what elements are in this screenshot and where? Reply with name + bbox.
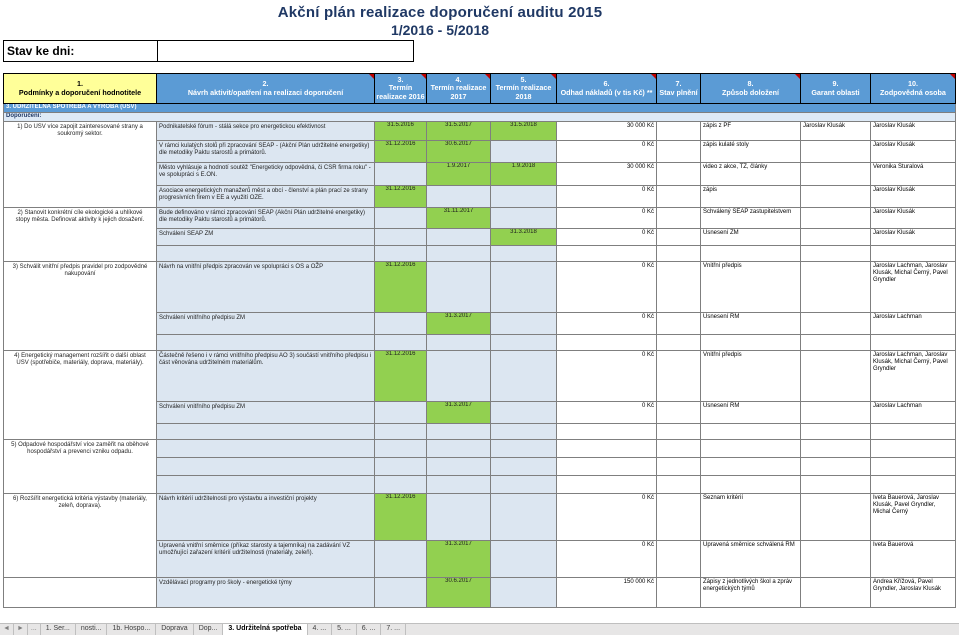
comment-indicator-icon[interactable] xyxy=(421,74,426,79)
zodpovedna-osoba-cell[interactable]: Jaroslav Klusák xyxy=(871,186,956,208)
garant-cell[interactable] xyxy=(801,494,871,541)
condition-cell[interactable]: 1) Do USV více zapojit zainteresované strany a soukromý sektor. xyxy=(4,122,157,208)
column-header-label: Způsob doložení xyxy=(721,87,780,97)
zpusob-dolozeni-cell[interactable] xyxy=(701,246,801,262)
activity-cell[interactable]: V rámci kulatých stolů při zpracování SEAP - (Akční Plán udržitelné energetiky) dle metodiky Paktu starostů a primátorů. xyxy=(157,141,375,163)
stav-plneni-cell[interactable] xyxy=(657,458,701,476)
term-2017-cell[interactable] xyxy=(427,262,491,313)
sheet-tab[interactable]: nosti... xyxy=(76,624,108,635)
zpusob-dolozeni-cell[interactable]: Vnitřní předpis xyxy=(701,351,801,402)
garant-cell[interactable] xyxy=(801,246,871,262)
column-header-number: 4. xyxy=(455,74,462,84)
term-2017-cell[interactable]: 30.6.2017 xyxy=(427,578,491,608)
zpusob-dolozeni-cell[interactable]: Zápisy z jednotlivých škol a zpráv energetických týmů xyxy=(701,578,801,608)
term-2017-cell[interactable]: 31.11.2017 xyxy=(427,208,491,229)
term-2017-cell[interactable] xyxy=(427,351,491,402)
column-header-3[interactable] xyxy=(375,74,427,104)
column-header-10[interactable] xyxy=(871,74,956,104)
term-2018-cell[interactable] xyxy=(491,458,557,476)
activity-cell[interactable]: Schválení vnitřního předpisu ZM xyxy=(157,402,375,424)
term-2018-cell[interactable] xyxy=(491,402,557,424)
zodpovedna-osoba-cell[interactable] xyxy=(871,246,956,262)
garant-cell[interactable] xyxy=(801,458,871,476)
column-header-number: 3. xyxy=(397,74,404,84)
term-2018-cell[interactable] xyxy=(491,141,557,163)
garant-cell[interactable]: Jaroslav Klusák xyxy=(801,122,871,141)
garant-cell[interactable] xyxy=(801,351,871,402)
term-2017-cell[interactable] xyxy=(427,424,491,440)
zodpovedna-osoba-cell[interactable] xyxy=(871,458,956,476)
table-row xyxy=(4,351,956,402)
cost-estimate-cell[interactable]: 0 Kč xyxy=(557,351,657,402)
term-2016-cell[interactable]: 31.12.2016 xyxy=(375,262,427,313)
sheet-nav-arrow-icon[interactable]: ► xyxy=(14,624,28,635)
stav-plneni-cell[interactable] xyxy=(657,440,701,458)
garant-cell[interactable] xyxy=(801,208,871,229)
zpusob-dolozeni-cell[interactable]: zápis kulaté stoly xyxy=(701,141,801,163)
zpusob-dolozeni-cell[interactable]: Vnitřní předpis xyxy=(701,262,801,313)
term-2018-cell[interactable] xyxy=(491,578,557,608)
zpusob-dolozeni-cell[interactable]: Usnesení RM xyxy=(701,313,801,335)
stav-plneni-cell[interactable] xyxy=(657,476,701,494)
zodpovedna-osoba-cell[interactable]: Jaroslav Klusák xyxy=(871,141,956,163)
condition-cell[interactable]: 6) Rozšířit energetická kritéria výstavby (materiály, zeleň, doprava). xyxy=(4,494,157,578)
zpusob-dolozeni-cell[interactable] xyxy=(701,335,801,351)
garant-cell[interactable] xyxy=(801,141,871,163)
term-2016-cell[interactable] xyxy=(375,440,427,458)
zodpovedna-osoba-cell[interactable] xyxy=(871,476,956,494)
garant-cell[interactable] xyxy=(801,229,871,246)
zodpovedna-osoba-cell[interactable] xyxy=(871,440,956,458)
garant-cell[interactable] xyxy=(801,402,871,424)
term-2017-cell[interactable] xyxy=(427,476,491,494)
term-2016-cell[interactable]: 31.12.2016 xyxy=(375,186,427,208)
activity-cell[interactable]: Návrh na vnitřní předpis zpracován ve spolupráci s OS a OŽP xyxy=(157,262,375,313)
column-header-label: Stav plnění xyxy=(659,87,698,97)
column-header-label: Návrh aktivit/opatření na realizaci doporučení xyxy=(187,87,344,97)
activity-cell[interactable]: Bude definováno v rámci zpracování SEAP (Akční Plán udržitelné energetiky) dle metodiky Paktu starostů a primátorů. xyxy=(157,208,375,229)
stav-plneni-cell[interactable] xyxy=(657,262,701,313)
cost-estimate-cell[interactable]: 0 Kč xyxy=(557,229,657,246)
section-heading[interactable]: 3. UDRŽITELNÁ SPOTŘEBA A VÝROBA (USV) xyxy=(4,104,956,113)
table-row xyxy=(4,578,956,608)
term-2018-cell[interactable] xyxy=(491,476,557,494)
zpusob-dolozeni-cell[interactable]: video z akce, TZ, články xyxy=(701,163,801,186)
garant-cell[interactable] xyxy=(801,262,871,313)
column-header-label: Termín realizace 2018 xyxy=(495,83,552,101)
stav-plneni-cell[interactable] xyxy=(657,229,701,246)
cost-estimate-cell[interactable] xyxy=(557,246,657,262)
stav-plneni-cell[interactable] xyxy=(657,246,701,262)
stav-plneni-cell[interactable] xyxy=(657,402,701,424)
term-2016-cell[interactable] xyxy=(375,402,427,424)
term-2017-cell[interactable]: 31.3.2017 xyxy=(427,402,491,424)
stav-plneni-cell[interactable] xyxy=(657,141,701,163)
column-header-5[interactable] xyxy=(491,74,557,104)
cost-estimate-cell[interactable] xyxy=(557,424,657,440)
column-header-number: 9. xyxy=(832,78,839,88)
term-2017-cell[interactable] xyxy=(427,494,491,541)
zodpovedna-osoba-cell[interactable]: Jaroslav Klusák xyxy=(871,122,956,141)
column-header-9[interactable] xyxy=(801,74,871,104)
doporuceni-label[interactable]: Doporučení: xyxy=(4,113,956,122)
column-header-number: 7. xyxy=(675,78,682,88)
activity-cell[interactable] xyxy=(157,458,375,476)
zpusob-dolozeni-cell[interactable] xyxy=(701,440,801,458)
stav-plneni-cell[interactable] xyxy=(657,424,701,440)
term-2017-cell[interactable] xyxy=(427,186,491,208)
term-2016-cell[interactable] xyxy=(375,458,427,476)
column-header-number: 8. xyxy=(747,78,754,88)
stav-plneni-cell[interactable] xyxy=(657,163,701,186)
garant-cell[interactable] xyxy=(801,163,871,186)
zpusob-dolozeni-cell[interactable]: zápis z PF xyxy=(701,122,801,141)
cost-estimate-cell[interactable]: 0 Kč xyxy=(557,208,657,229)
sheet-tabs-bar xyxy=(0,623,959,635)
term-2018-cell[interactable] xyxy=(491,186,557,208)
term-2016-cell[interactable] xyxy=(375,578,427,608)
term-2016-cell[interactable] xyxy=(375,424,427,440)
column-header-number: 6. xyxy=(603,78,610,88)
sheet-title: Akční plán realizace doporučení auditu 2015 xyxy=(277,4,603,21)
cost-estimate-cell[interactable] xyxy=(557,440,657,458)
term-2016-cell[interactable] xyxy=(375,313,427,335)
column-header-6[interactable] xyxy=(557,74,657,104)
stav-plneni-cell[interactable] xyxy=(657,335,701,351)
sheet-tab[interactable]: 7. ... xyxy=(381,624,406,635)
term-2018-cell[interactable] xyxy=(491,440,557,458)
zodpovedna-osoba-cell[interactable]: Andrea Křížová, Pavel Gryndler, Jaroslav Klusák xyxy=(871,578,956,608)
zodpovedna-osoba-cell[interactable]: Jaroslav Lachman, Jaroslav Klusák, Michal Černý, Pavel Gryndler xyxy=(871,351,956,402)
term-2018-cell[interactable] xyxy=(491,424,557,440)
column-header-number: 10. xyxy=(908,78,918,88)
column-header-label: Termín realizace 2016 xyxy=(376,83,425,101)
term-2016-cell[interactable] xyxy=(375,476,427,494)
sheet-subtitle: 1/2016 - 5/2018 xyxy=(390,22,490,38)
term-2018-cell[interactable]: 31.3.2018 xyxy=(491,229,557,246)
column-header-number: 2. xyxy=(262,78,269,88)
sheet-tab[interactable]: Doprava xyxy=(156,624,193,635)
activity-cell[interactable] xyxy=(157,440,375,458)
cost-estimate-cell[interactable]: 0 Kč xyxy=(557,141,657,163)
term-2016-cell[interactable] xyxy=(375,335,427,351)
term-2016-cell[interactable] xyxy=(375,246,427,262)
comment-indicator-icon[interactable] xyxy=(551,74,556,79)
sheet-tab[interactable]: 1b. Hospo... xyxy=(107,624,156,635)
term-2017-cell[interactable]: 30.6.2017 xyxy=(427,141,491,163)
stav-plneni-cell[interactable] xyxy=(657,541,701,578)
term-2018-cell[interactable] xyxy=(491,541,557,578)
condition-cell[interactable]: 2) Stanovit konkrétní cíle ekologické a uhlíkové stopy města. Definovat aktivity k jejich dosažení. xyxy=(4,208,157,262)
zpusob-dolozeni-cell[interactable] xyxy=(701,476,801,494)
activity-cell[interactable]: Asociace energetických manažerů měst a obcí - členství a plán prací ze strany progresivních firem v EE a využití OZE. xyxy=(157,186,375,208)
stav-plneni-cell[interactable] xyxy=(657,208,701,229)
cost-estimate-cell[interactable]: 0 Kč xyxy=(557,402,657,424)
term-2017-cell[interactable] xyxy=(427,229,491,246)
condition-cell[interactable] xyxy=(4,578,157,608)
term-2017-cell[interactable]: 31.3.2017 xyxy=(427,541,491,578)
activity-cell[interactable] xyxy=(157,335,375,351)
sheet-tab[interactable]: 1. Ser... xyxy=(41,624,76,635)
activity-cell[interactable]: Návrh kritérií udržitelnosti pro výstavbu a investiční projekty xyxy=(157,494,375,541)
term-2018-cell[interactable]: 1.9.2018 xyxy=(491,163,557,186)
zpusob-dolozeni-cell[interactable]: Usnesení RM xyxy=(701,402,801,424)
activity-cell[interactable] xyxy=(157,246,375,262)
activity-cell[interactable]: Schválení SEAP ZM xyxy=(157,229,375,246)
garant-cell[interactable] xyxy=(801,578,871,608)
garant-cell[interactable] xyxy=(801,186,871,208)
term-2018-cell[interactable] xyxy=(491,262,557,313)
term-2016-cell[interactable] xyxy=(375,208,427,229)
table-row xyxy=(4,122,956,141)
garant-cell[interactable] xyxy=(801,476,871,494)
column-header-7[interactable] xyxy=(657,74,701,104)
condition-cell[interactable]: 3) Schválit vnitřní předpis pravidel pro zodpovědné nakupování xyxy=(4,262,157,351)
sheet-nav-arrow-icon[interactable]: ◄ xyxy=(0,624,14,635)
cost-estimate-cell[interactable]: 0 Kč xyxy=(557,494,657,541)
zodpovedna-osoba-cell[interactable]: Jaroslav Lachman, Jaroslav Klusák, Michal Černý, Pavel Gryndler xyxy=(871,262,956,313)
comment-indicator-icon[interactable] xyxy=(651,74,656,79)
zpusob-dolozeni-cell[interactable]: Seznam kritérií xyxy=(701,494,801,541)
term-2018-cell[interactable] xyxy=(491,208,557,229)
column-header-label: Termín realizace 2017 xyxy=(430,83,487,101)
table-row xyxy=(4,494,956,541)
activity-cell[interactable]: Schválení vnitřního předpisu ZM xyxy=(157,313,375,335)
term-2017-cell[interactable] xyxy=(427,458,491,476)
activity-cell[interactable] xyxy=(157,476,375,494)
sheet-tab[interactable]: 3. Udržitelná spotřeba xyxy=(223,624,307,635)
activity-cell[interactable]: Město vyhlásuje a hodnotí soutěž "Energeticky odpovědná, či CSR firma roku" - ve spolupráci s E.ON. xyxy=(157,163,375,186)
column-header-8[interactable] xyxy=(701,74,801,104)
column-header-label: Podmínky a doporučení hodnotitele xyxy=(18,87,142,97)
zpusob-dolozeni-cell[interactable] xyxy=(701,424,801,440)
term-2017-cell[interactable] xyxy=(427,440,491,458)
term-2017-cell[interactable]: 31.5.2017 xyxy=(427,122,491,141)
zpusob-dolozeni-cell[interactable]: Upravená směrnice schválená RM xyxy=(701,541,801,578)
stav-ke-dni-input[interactable] xyxy=(158,40,414,62)
term-2016-cell[interactable] xyxy=(375,541,427,578)
column-header-2[interactable] xyxy=(157,74,375,104)
zpusob-dolozeni-cell[interactable] xyxy=(701,458,801,476)
cost-estimate-cell[interactable] xyxy=(557,335,657,351)
sheet-tab[interactable]: Dop... xyxy=(194,624,224,635)
term-2018-cell[interactable] xyxy=(491,494,557,541)
garant-cell[interactable] xyxy=(801,440,871,458)
condition-cell[interactable]: 5) Odpadové hospodářství více zaměřit na oběhové hospodářství a prevenci vzniku odpadu. xyxy=(4,440,157,494)
activity-cell[interactable]: Podnikatelské fórum - stálá sekce pro energetickou efektivnost xyxy=(157,122,375,141)
term-2018-cell[interactable] xyxy=(491,313,557,335)
term-2016-cell[interactable]: 31.12.2016 xyxy=(375,141,427,163)
term-2017-cell[interactable] xyxy=(427,246,491,262)
column-header-label: Garant oblasti xyxy=(811,87,860,97)
garant-cell[interactable] xyxy=(801,335,871,351)
column-header-1[interactable] xyxy=(4,74,157,104)
column-header-label: Zodpovědná osoba xyxy=(880,87,946,97)
sheet-tab[interactable]: 4. ... xyxy=(308,624,333,635)
term-2018-cell[interactable]: 31.5.2018 xyxy=(491,122,557,141)
table-row xyxy=(4,262,956,313)
term-2017-cell[interactable] xyxy=(427,335,491,351)
zodpovedna-osoba-cell[interactable] xyxy=(871,335,956,351)
stav-plneni-cell[interactable] xyxy=(657,351,701,402)
column-header-number: 1. xyxy=(77,78,83,88)
action-plan-table xyxy=(3,73,956,608)
cost-estimate-cell[interactable]: 30 000 Kč xyxy=(557,122,657,141)
zodpovedna-osoba-cell[interactable]: Jaroslav Klusák xyxy=(871,208,956,229)
stav-plneni-cell[interactable] xyxy=(657,313,701,335)
zodpovedna-osoba-cell[interactable]: Jaroslav Klusák xyxy=(871,229,956,246)
term-2018-cell[interactable] xyxy=(491,351,557,402)
cost-estimate-cell[interactable]: 150 000 Kč xyxy=(557,578,657,608)
column-header-number: 5. xyxy=(520,74,527,84)
term-2016-cell[interactable]: 31.12.2016 xyxy=(375,351,427,402)
garant-cell[interactable] xyxy=(801,424,871,440)
term-2017-cell[interactable]: 1.9.2017 xyxy=(427,163,491,186)
cost-estimate-cell[interactable]: 0 Kč xyxy=(557,313,657,335)
zodpovedna-osoba-cell[interactable]: Iveta Bauerová xyxy=(871,541,956,578)
sheet-tab[interactable]: 6. ... xyxy=(357,624,382,635)
comment-indicator-icon[interactable] xyxy=(369,74,374,79)
activity-cell[interactable]: Vzdělávací programy pro školy - energetické týmy xyxy=(157,578,375,608)
comment-indicator-icon[interactable] xyxy=(485,74,490,79)
term-2016-cell[interactable]: 31.5.2016 xyxy=(375,122,427,141)
term-2018-cell[interactable] xyxy=(491,246,557,262)
zodpovedna-osoba-cell[interactable]: Iveta Bauerová, Jaroslav Klusák, Pavel Gryndler, Michal Černý xyxy=(871,494,956,541)
zodpovedna-osoba-cell[interactable]: Veronika Šturalová xyxy=(871,163,956,186)
condition-cell[interactable]: 4) Energetický management rozšířit o další oblast USV (spotřebiče, materiály, doprava, materiály). xyxy=(4,351,157,440)
zpusob-dolozeni-cell[interactable]: zápis xyxy=(701,186,801,208)
term-2016-cell[interactable] xyxy=(375,229,427,246)
cost-estimate-cell[interactable]: 30 000 Kč xyxy=(557,163,657,186)
column-header-label: Odhad nákladů (v tis Kč) ** xyxy=(560,87,653,97)
sheet-tab[interactable]: 5. ... xyxy=(332,624,357,635)
zpusob-dolozeni-cell[interactable]: Schválený SEAP zastupitelstvem xyxy=(701,208,801,229)
zpusob-dolozeni-cell[interactable]: Usnesení ZM xyxy=(701,229,801,246)
stav-plneni-cell[interactable] xyxy=(657,122,701,141)
zodpovedna-osoba-cell[interactable]: Jaroslav Lachman xyxy=(871,402,956,424)
cost-estimate-cell[interactable]: 0 Kč xyxy=(557,541,657,578)
cost-estimate-cell[interactable] xyxy=(557,476,657,494)
comment-indicator-icon[interactable] xyxy=(795,74,800,79)
term-2017-cell[interactable]: 31.3.2017 xyxy=(427,313,491,335)
garant-cell[interactable] xyxy=(801,541,871,578)
garant-cell[interactable] xyxy=(801,313,871,335)
zodpovedna-osoba-cell[interactable]: Jaroslav Lachman xyxy=(871,313,956,335)
activity-cell[interactable]: Upravená vnitřní směrnice (příkaz starosty a tajemníka) na zadávání VZ umožňující zařazení kritérií udržitelnosti (materiály, zeleň). xyxy=(157,541,375,578)
term-2016-cell[interactable] xyxy=(375,163,427,186)
stav-ke-dni-label: Stav ke dni: xyxy=(3,40,158,62)
table-row xyxy=(4,440,956,458)
zodpovedna-osoba-cell[interactable] xyxy=(871,424,956,440)
activity-cell[interactable]: Částečně řešeno i v rámci vnitřního předpisu AO 3) součástí vnitřního předpisu i část věnována udržitelném materiálům. xyxy=(157,351,375,402)
activity-cell[interactable] xyxy=(157,424,375,440)
stav-plneni-cell[interactable] xyxy=(657,186,701,208)
table-row xyxy=(4,208,956,229)
term-2016-cell[interactable]: 31.12.2016 xyxy=(375,494,427,541)
stav-plneni-cell[interactable] xyxy=(657,494,701,541)
cost-estimate-cell[interactable] xyxy=(557,458,657,476)
stav-plneni-cell[interactable] xyxy=(657,578,701,608)
column-header-4[interactable] xyxy=(427,74,491,104)
cost-estimate-cell[interactable]: 0 Kč xyxy=(557,186,657,208)
sheet-nav-arrow-icon[interactable]: ... xyxy=(28,624,41,635)
comment-indicator-icon[interactable] xyxy=(950,74,955,79)
term-2018-cell[interactable] xyxy=(491,335,557,351)
cost-estimate-cell[interactable]: 0 Kč xyxy=(557,262,657,313)
